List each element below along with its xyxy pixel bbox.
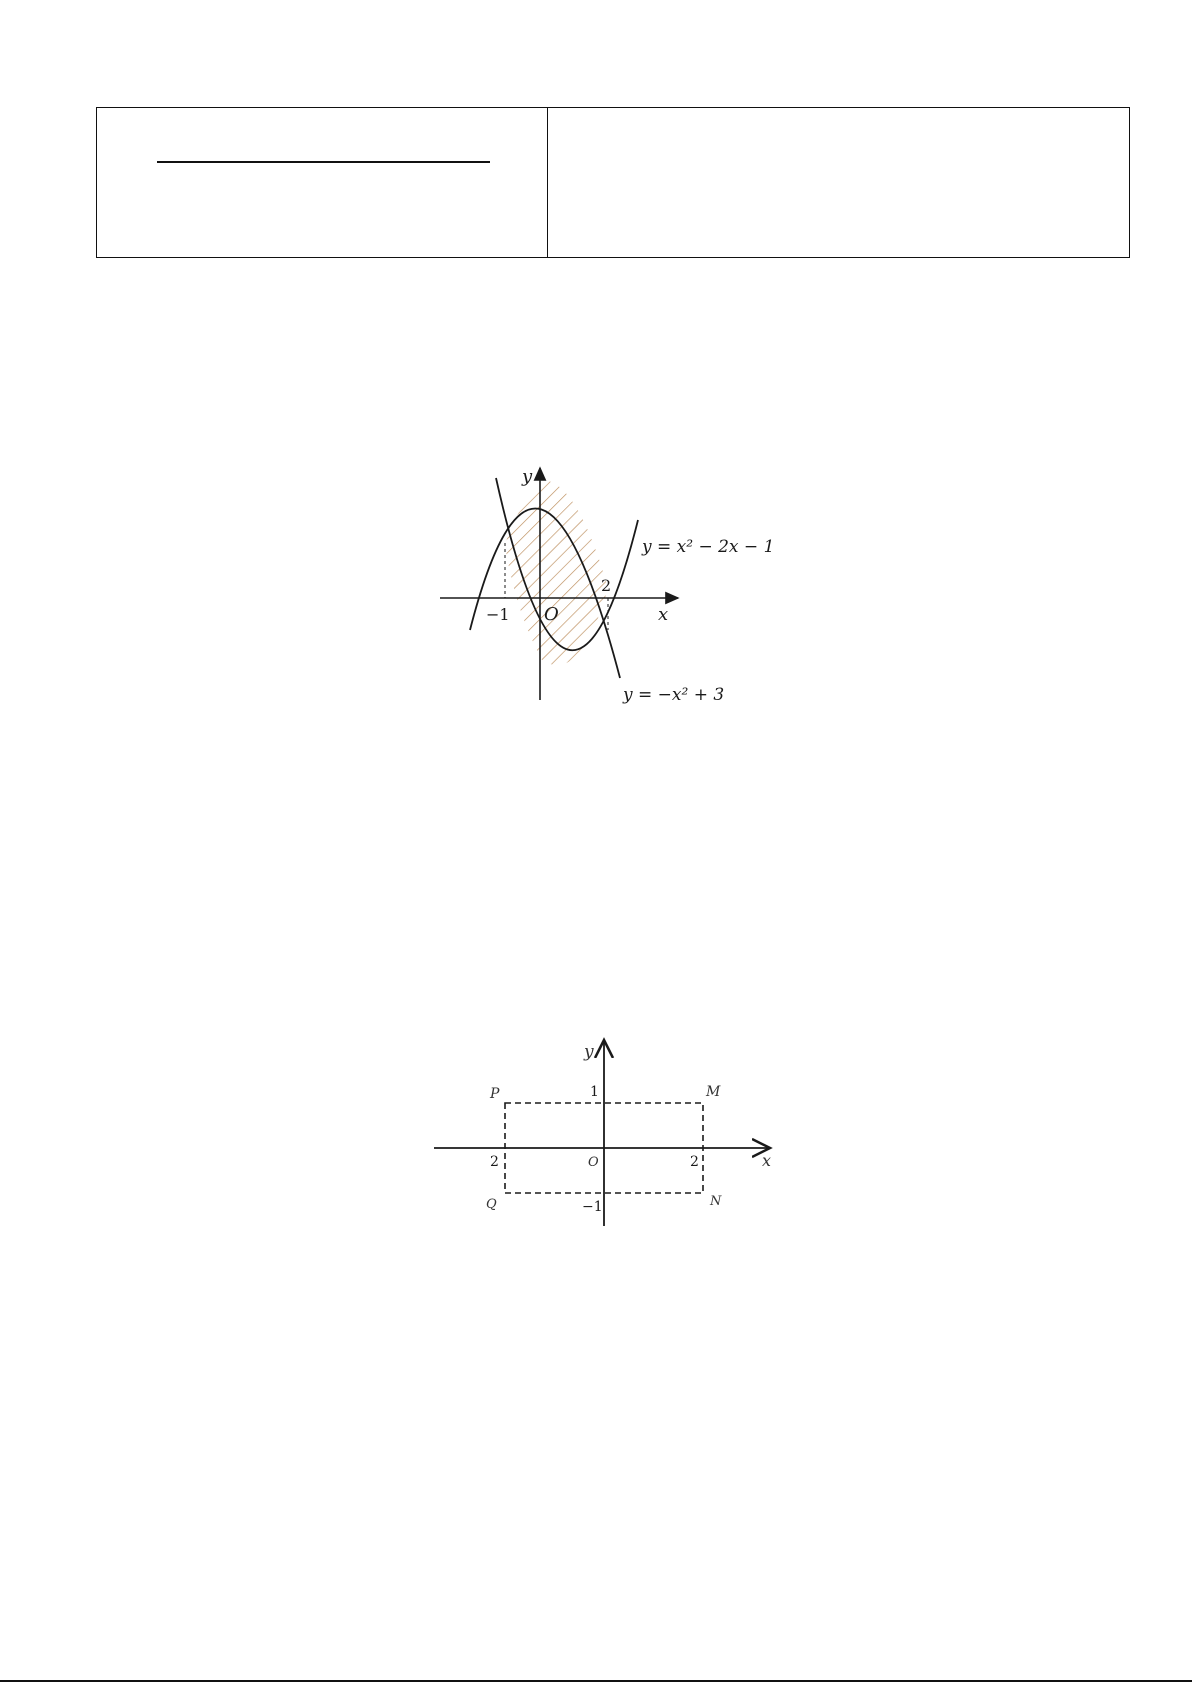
corner-label-n: N <box>710 1194 722 1209</box>
curve2-equation-label: y = −x² + 3 <box>623 685 725 705</box>
curve1-equation-label: y = x² − 2x − 1 <box>642 537 775 557</box>
header-underline <box>157 161 490 163</box>
y-axis-label: y <box>522 466 533 487</box>
page-bottom-rule <box>0 1680 1192 1682</box>
origin-label: O <box>588 1155 599 1170</box>
corner-label-m: M <box>706 1084 721 1100</box>
tick-label-x-pos: 2 <box>690 1154 699 1170</box>
x-axis-label: x <box>762 1151 772 1170</box>
y-axis-label: y <box>584 1042 594 1062</box>
header-table <box>96 107 1130 258</box>
tick-label-y-pos: 1 <box>590 1084 599 1100</box>
header-left-cell <box>97 108 548 257</box>
rectangle-figure <box>428 1030 788 1250</box>
corner-label-p: P <box>490 1086 500 1102</box>
tick-label-y-neg: −1 <box>582 1199 603 1215</box>
header-right-cell <box>548 108 1129 257</box>
x-axis-label: x <box>658 604 669 625</box>
tick-label-right: 2 <box>601 576 612 595</box>
tick-label-left: −1 <box>486 605 510 624</box>
parabola-region-figure <box>430 460 790 710</box>
tick-label-x-neg: 2 <box>490 1154 499 1170</box>
corner-label-q: Q <box>486 1197 497 1212</box>
origin-label: O <box>544 604 559 625</box>
